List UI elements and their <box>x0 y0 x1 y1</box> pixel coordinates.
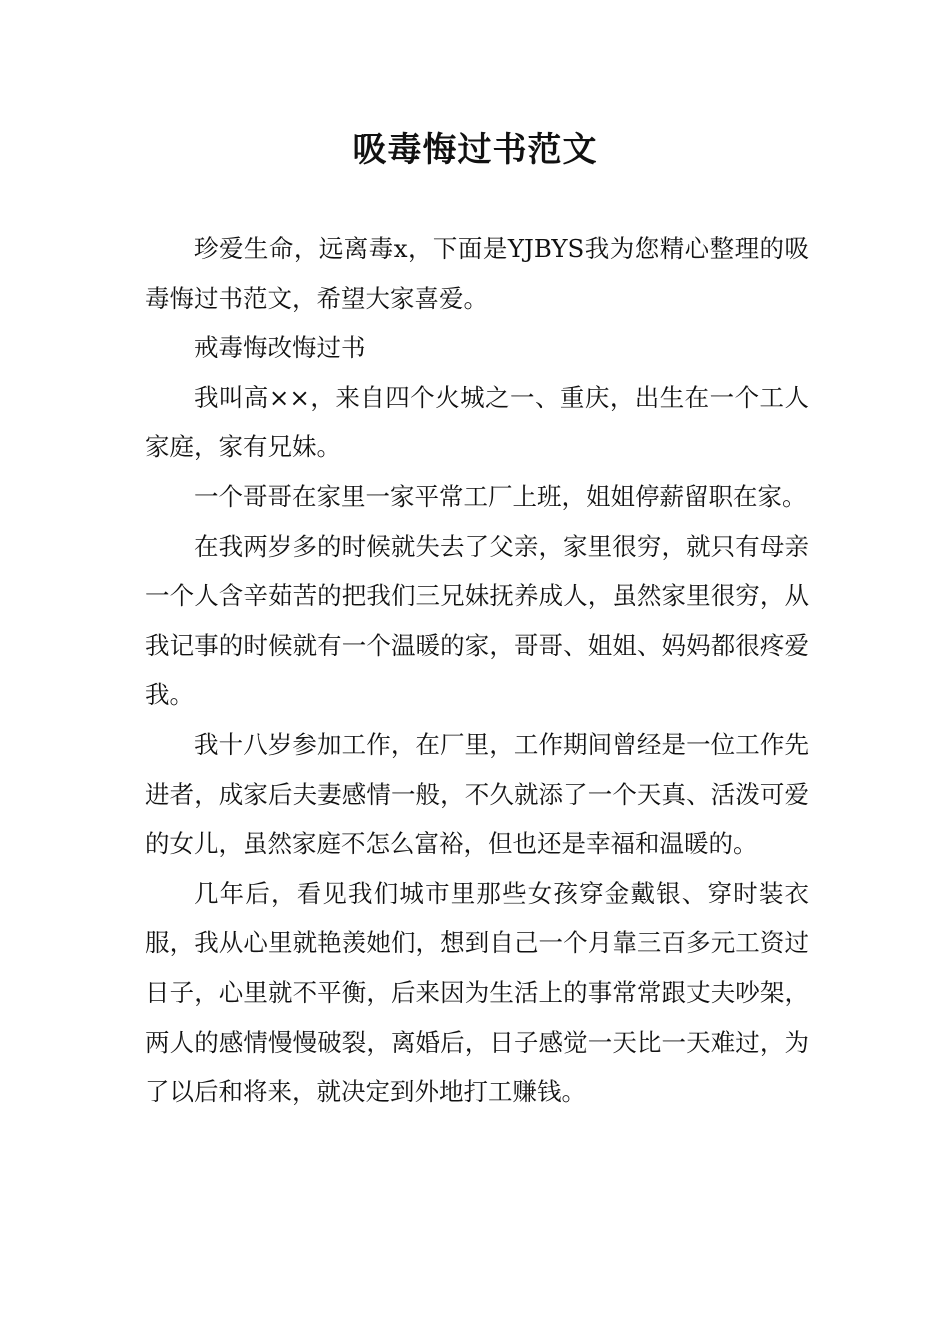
paragraph-intro: 珍爱生命，远离毒x，下面是YJBYS我为您精心整理的吸毒悔过书范文，希望大家喜爱。 <box>145 234 809 313</box>
paragraph: 一个哥哥在家里一家平常工厂上班，姐姐停薪留职在家。 <box>194 481 807 511</box>
paragraph-heading: 戒毒悔改悔过书 <box>194 333 366 363</box>
paragraph: 几年后，看见我们城市里那些女孩穿金戴银、穿时装衣服，我从心里就艳羡她们，想到自己一个月靠三百多元工资过日子，心里就不平衡，后来因为生活上的事常常跟丈夫吵架，两人的感情慢慢破裂，离婚后，日子感觉一天比一天难过，为了以后和将来，就决定到外地打工赚钱。 <box>145 878 809 1107</box>
paragraph: 在我两岁多的时候就失去了父亲，家里很穷，就只有母亲一个人含辛茹苦的把我们三兄妹抚养成人，虽然家里很穷，从我记事的时候就有一个温暖的家，哥哥、姐姐、妈妈都很疼爱我。 <box>145 531 809 710</box>
paragraph: 我十八岁参加工作，在厂里，工作期间曾经是一位工作先进者，成家后夫妻感情一般，不久就添了一个天真、活泼可爱的女儿，虽然家庭不怎么富裕，但也还是幸福和温暖的。 <box>145 729 809 859</box>
paragraph: 我叫高××，来自四个火城之一、重庆，出生在一个工人家庭，家有兄妹。 <box>145 382 809 462</box>
document-title: 吸毒悔过书范文 <box>352 130 598 170</box>
document-body <box>145 224 809 1117</box>
